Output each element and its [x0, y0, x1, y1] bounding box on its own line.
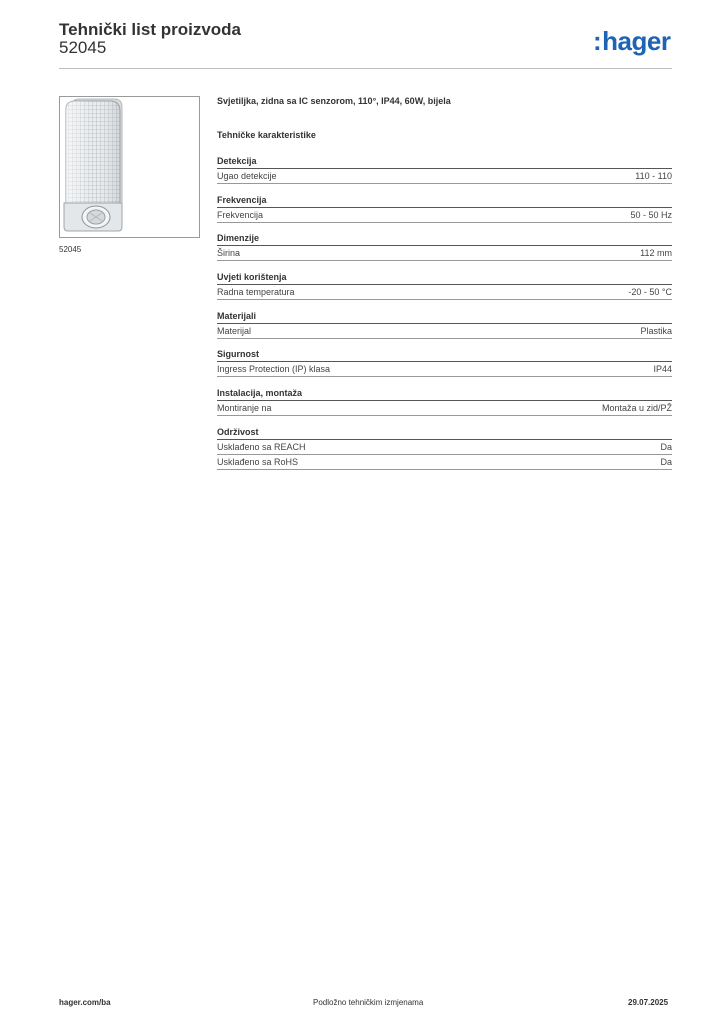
spec-label: Usklađeno sa RoHS: [217, 457, 299, 467]
section-uvjeti-koristenja: [217, 271, 672, 300]
spec-row: [217, 440, 672, 455]
section-title: Održivost: [217, 426, 672, 440]
image-caption: 52045: [59, 245, 82, 254]
footer-date: 29.07.2025: [628, 998, 669, 1007]
spec-row: [217, 455, 672, 470]
spec-label: Ugao detekcije: [217, 171, 277, 181]
spec-row: [217, 169, 672, 184]
section-title: Materijali: [217, 310, 672, 324]
product-image: [59, 96, 200, 238]
spec-label: Radna temperatura: [217, 287, 295, 297]
page-title: Tehnički list proizvoda: [59, 20, 241, 39]
spec-value: 110 - 110: [635, 171, 672, 181]
section-odrzivost: [217, 426, 672, 470]
product-description: Svjetiljka, zidna sa IC senzorom, 110°, IP44, 60W, bijela: [217, 96, 451, 106]
spec-label: Materijal: [217, 326, 252, 336]
spec-value: 50 - 50 Hz: [630, 210, 672, 220]
section-dimenzije: [217, 232, 672, 261]
logo-colon-icon: :: [593, 26, 602, 56]
logo-text: hager: [602, 26, 671, 56]
section-detekcija: [217, 155, 672, 184]
spec-label: Ingress Protection (IP) klasa: [217, 364, 331, 374]
section-title: Uvjeti korištenja: [217, 271, 672, 285]
spec-value: Da: [660, 457, 672, 467]
footer-website-link[interactable]: hager.com/ba: [59, 998, 111, 1007]
spec-row: [217, 324, 672, 339]
spec-value: Montaža u zid/PŽ: [601, 403, 672, 413]
footer-notice: Podložno tehničkim izmjenama: [313, 998, 424, 1007]
spec-value: -20 - 50 °C: [628, 287, 672, 297]
specs-heading: Tehničke karakteristike: [217, 130, 316, 140]
spec-label: Širina: [217, 248, 241, 258]
product-code: 52045: [59, 38, 107, 57]
spec-value: Plastika: [640, 326, 672, 336]
spec-label: Montiranje na: [217, 403, 272, 413]
header-divider: [59, 68, 672, 69]
spec-row: [217, 208, 672, 223]
spec-row: [217, 362, 672, 377]
spec-value: IP44: [653, 364, 672, 374]
section-frekvencija: [217, 194, 672, 223]
spec-row: [217, 246, 672, 261]
section-title: Instalacija, montaža: [217, 387, 672, 401]
section-title: Dimenzije: [217, 232, 672, 246]
section-title: Sigurnost: [217, 348, 672, 362]
section-title: Detekcija: [217, 155, 672, 169]
section-title: Frekvencija: [217, 194, 672, 208]
spec-value: 112 mm: [640, 248, 672, 258]
section-materijali: [217, 310, 672, 339]
spec-value: Da: [660, 442, 672, 452]
spec-row: [217, 285, 672, 300]
spec-row: [217, 401, 672, 416]
spec-label: Usklađeno sa REACH: [217, 442, 306, 452]
spec-label: Frekvencija: [217, 210, 264, 220]
section-instalacija-montaza: [217, 387, 672, 416]
wall-lamp-icon: [60, 97, 199, 237]
section-sigurnost: [217, 348, 672, 377]
hager-logo[interactable]: [593, 26, 670, 57]
